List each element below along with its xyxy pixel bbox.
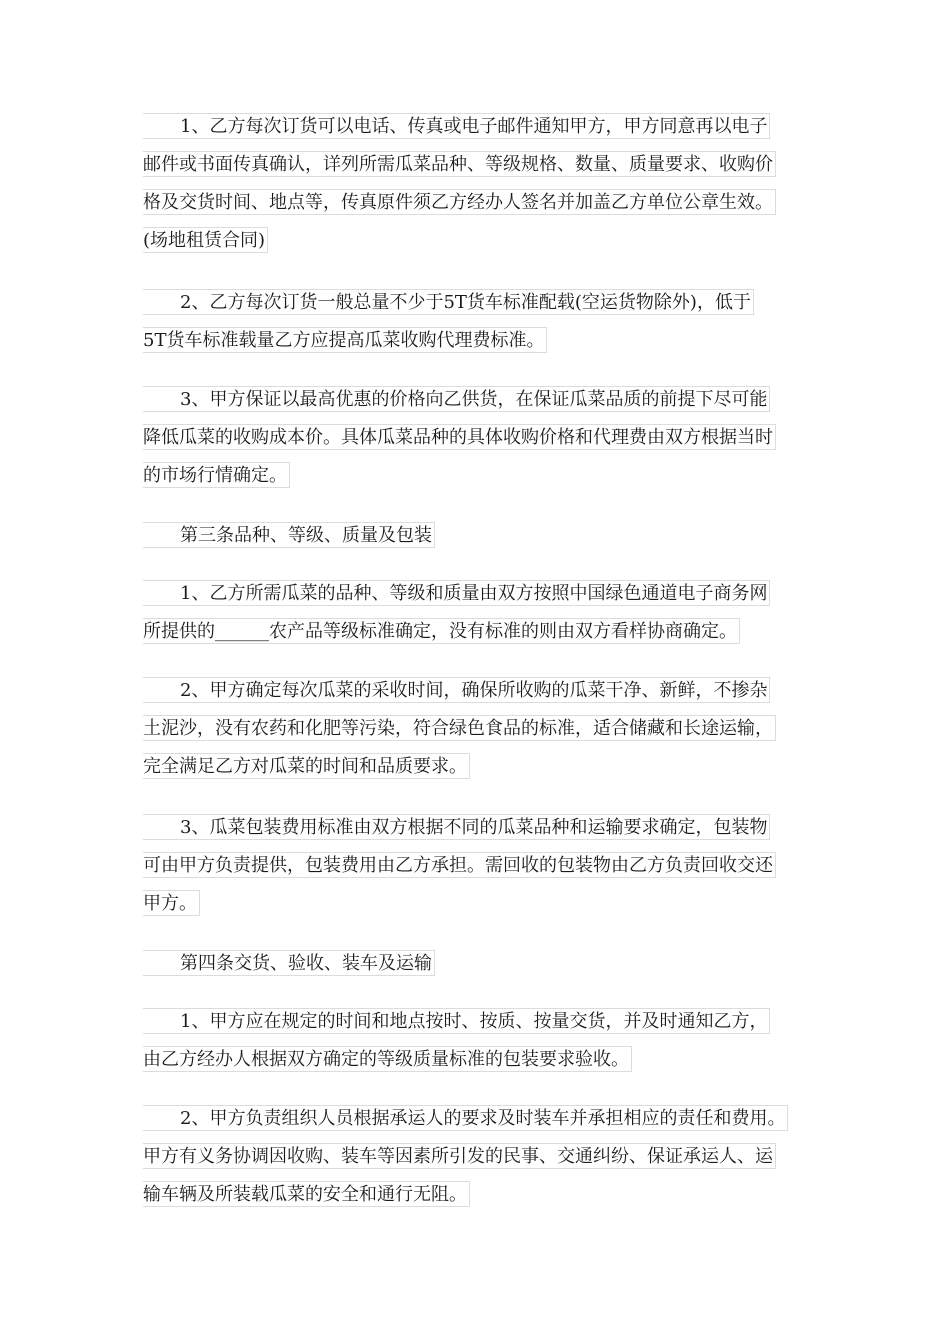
paragraph-delivery: [143, 1008, 770, 1084]
text-line: 输车辆及所装载瓜菜的安全和通行无阻。: [143, 1181, 470, 1207]
text-line: 1、乙方每次订货可以电话、传真或电子邮件通知甲方，甲方同意再以电子: [143, 113, 770, 139]
text-line: 甲方。: [143, 890, 200, 916]
text-line: 的市场行情确定。: [143, 462, 290, 488]
text-line: 降低瓜菜的收购成本价。具体瓜菜品种的具体收购价格和代理费由双方根据当时: [143, 424, 776, 450]
text-line: 可由甲方负责提供，包装费用由乙方承担。需回收的包装物由乙方负责回收交还: [143, 852, 776, 878]
text-line: 3、瓜菜包装费用标准由双方根据不同的瓜菜品种和运输要求确定，包装物: [143, 814, 770, 840]
text-line: (场地租赁合同): [143, 227, 268, 253]
text-line: 由乙方经办人根据双方确定的等级质量标准的包装要求验收。: [143, 1046, 632, 1072]
text-line: 土泥沙，没有农药和化肥等污染，符合绿色食品的标准，适合储藏和长途运输，: [143, 715, 776, 741]
text-line: 甲方有义务协调因收购、装车等因素所引发的民事、交通纠纷、保证承运人、运: [143, 1143, 776, 1169]
text-line: 3、甲方保证以最高优惠的价格向乙供货，在保证瓜菜品质的前提下尽可能: [143, 386, 770, 412]
section-heading-article-3: [143, 522, 435, 560]
text-line: 所提供的______农产品等级标准确定，没有标准的则由双方看样协商确定。: [143, 618, 740, 644]
text-line: 2、乙方每次订货一般总量不少于5T货车标准配载(空运货物除外)，低于: [143, 289, 754, 315]
text-line: 完全满足乙方对瓜菜的时间和品质要求。: [143, 753, 470, 779]
paragraph-packaging: [143, 814, 776, 928]
paragraph-ordering: [143, 113, 776, 265]
section-heading: 第三条品种、等级、质量及包装: [143, 522, 435, 548]
text-line: 1、甲方应在规定的时间和地点按时、按质、按量交货，并及时通知乙方，: [143, 1008, 770, 1034]
text-line: 邮件或书面传真确认，详列所需瓜菜品种、等级规格、数量、质量要求、收购价: [143, 151, 776, 177]
paragraph-order-volume: [143, 289, 754, 365]
text-line: 格及交货时间、地点等，传真原件须乙方经办人签名并加盖乙方单位公章生效。: [143, 189, 776, 215]
text-line: 2、甲方负责组织人员根据承运人的要求及时装车并承担相应的责任和费用。: [143, 1105, 788, 1131]
text-line: 1、乙方所需瓜菜的品种、等级和质量由双方按照中国绿色通道电子商务网: [143, 580, 770, 606]
text-line: 2、甲方确定每次瓜菜的采收时间，确保所收购的瓜菜干净、新鲜，不掺杂: [143, 677, 770, 703]
paragraph-quality-standard: [143, 580, 770, 656]
paragraph-harvest: [143, 677, 776, 791]
text-line: 5T货车标准载量乙方应提高瓜菜收购代理费标准。: [143, 327, 547, 353]
section-heading: 第四条交货、验收、装车及运输: [143, 950, 435, 976]
section-heading-article-4: [143, 950, 435, 988]
paragraph-pricing: [143, 386, 776, 500]
paragraph-loading: [143, 1105, 788, 1219]
